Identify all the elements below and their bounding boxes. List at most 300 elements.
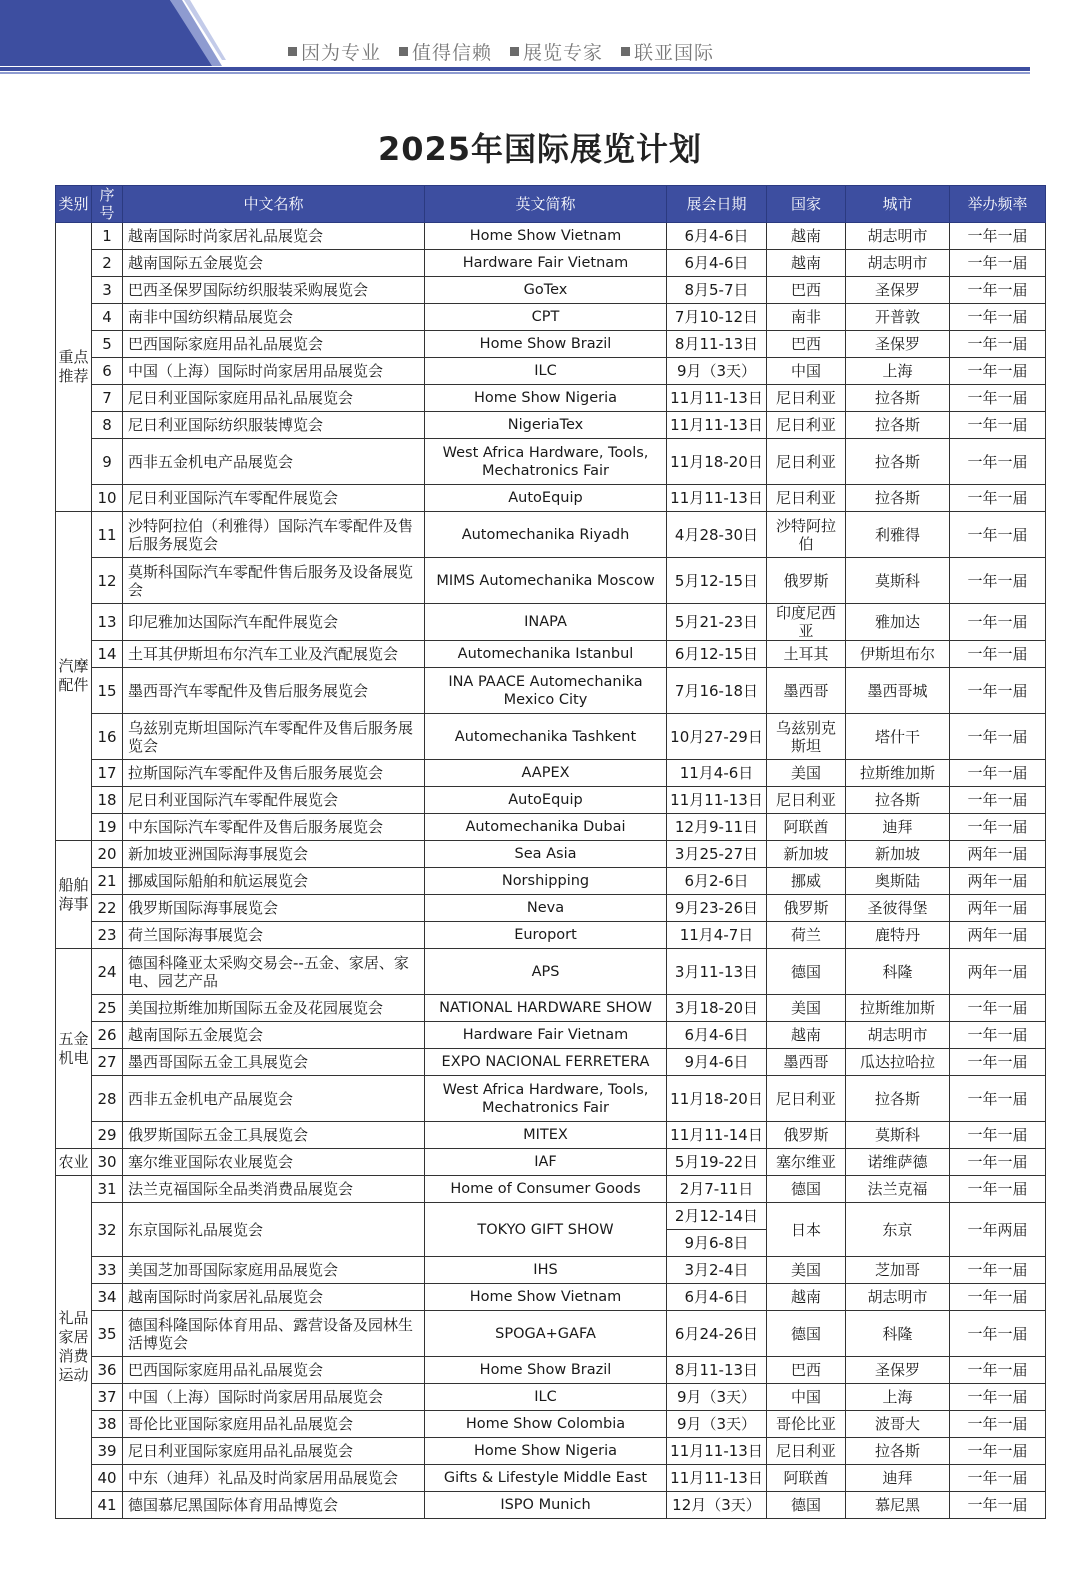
date-cell: 6月4-6日 (667, 250, 767, 277)
table-row (56, 895, 1046, 922)
country-cell: 土耳其 (767, 641, 846, 668)
frequency-cell: 一年一届 (950, 304, 1046, 331)
frequency-cell: 一年一届 (950, 714, 1046, 760)
english-name-cell: APS (425, 949, 667, 995)
slogan-text: 联亚国际 (634, 41, 715, 64)
chinese-name-cell: 越南国际时尚家居礼品展览会 (123, 1284, 425, 1311)
frequency-cell: 一年一届 (950, 1122, 1046, 1149)
city-cell: 拉各斯 (846, 385, 950, 412)
column-header: 举办频率 (950, 186, 1046, 223)
city-cell: 拉各斯 (846, 412, 950, 439)
date-cell: 6月4-6日 (667, 1284, 767, 1311)
row-number: 39 (92, 1438, 123, 1465)
country-cell: 巴西 (767, 1357, 846, 1384)
table-row (56, 358, 1046, 385)
chinese-name-cell: 拉斯国际汽车零配件及售后服务展览会 (123, 760, 425, 787)
frequency-cell: 一年一届 (950, 1438, 1046, 1465)
english-name-cell: ILC (425, 1384, 667, 1411)
country-cell: 越南 (767, 223, 846, 250)
frequency-cell: 一年一届 (950, 1076, 1046, 1122)
page-header (0, 0, 1080, 80)
date-cell: 5月21-23日 (667, 604, 767, 641)
chinese-name-cell: 荷兰国际海事展览会 (123, 922, 425, 949)
english-name-cell: NATIONAL HARDWARE SHOW (425, 995, 667, 1022)
date-cell: 6月2-6日 (667, 868, 767, 895)
row-number: 18 (92, 787, 123, 814)
chinese-name-cell: 莫斯科国际汽车零配件售后服务及设备展览会 (123, 558, 425, 604)
frequency-cell: 一年一届 (950, 439, 1046, 485)
frequency-cell: 两年一届 (950, 895, 1046, 922)
date-cell: 6月12-15日 (667, 641, 767, 668)
city-cell: 圣彼得堡 (846, 895, 950, 922)
row-number: 38 (92, 1411, 123, 1438)
table-row (56, 1384, 1046, 1411)
row-number: 31 (92, 1176, 123, 1203)
chinese-name-cell: 土耳其伊斯坦布尔汽车工业及汽配展览会 (123, 641, 425, 668)
chinese-name-cell: 墨西哥汽车零配件及售后服务展览会 (123, 668, 425, 714)
date-cell: 11月11-13日 (667, 385, 767, 412)
row-number: 22 (92, 895, 123, 922)
row-number: 36 (92, 1357, 123, 1384)
chinese-name-cell: 德国慕尼黑国际体育用品博览会 (123, 1492, 425, 1519)
city-cell: 拉各斯 (846, 787, 950, 814)
date-cell: 9月23-26日 (667, 895, 767, 922)
country-cell: 巴西 (767, 277, 846, 304)
country-cell: 美国 (767, 1257, 846, 1284)
row-number: 1 (92, 223, 123, 250)
date-cell: 3月18-20日 (667, 995, 767, 1022)
city-cell: 慕尼黑 (846, 1492, 950, 1519)
english-name-cell: Home Show Colombia (425, 1411, 667, 1438)
chinese-name-cell: 尼日利亚国际汽车零配件展览会 (123, 485, 425, 512)
frequency-cell: 一年一届 (950, 358, 1046, 385)
table-row (56, 1257, 1046, 1284)
english-name-cell: ILC (425, 358, 667, 385)
country-cell: 日本 (767, 1203, 846, 1257)
date-cell: 11月4-7日 (667, 922, 767, 949)
english-name-cell: SPOGA+GAFA (425, 1311, 667, 1357)
english-name-cell: EXPO NACIONAL FERRETERA (425, 1049, 667, 1076)
date-cell: 11月18-20日 (667, 1076, 767, 1122)
category-cell: 农业 (56, 1149, 92, 1176)
table-row (56, 1049, 1046, 1076)
city-cell: 法兰克福 (846, 1176, 950, 1203)
row-number: 9 (92, 439, 123, 485)
english-name-cell: AAPEX (425, 760, 667, 787)
english-name-cell: AutoEquip (425, 787, 667, 814)
row-number: 10 (92, 485, 123, 512)
table-row (56, 1438, 1046, 1465)
date-cell: 5月12-15日 (667, 558, 767, 604)
frequency-cell: 两年一届 (950, 922, 1046, 949)
date-cell: 9月6-8日 (667, 1230, 767, 1257)
city-cell: 圣保罗 (846, 331, 950, 358)
english-name-cell: IHS (425, 1257, 667, 1284)
row-number: 15 (92, 668, 123, 714)
english-name-cell: IAF (425, 1149, 667, 1176)
frequency-cell: 一年一届 (950, 277, 1046, 304)
city-cell: 迪拜 (846, 814, 950, 841)
country-cell: 越南 (767, 1284, 846, 1311)
table-row (56, 1357, 1046, 1384)
date-cell: 6月24-26日 (667, 1311, 767, 1357)
column-header: 国家 (767, 186, 846, 223)
table-row (56, 868, 1046, 895)
english-name-cell: Gifts & Lifestyle Middle East (425, 1465, 667, 1492)
row-number: 16 (92, 714, 123, 760)
city-cell: 雅加达 (846, 604, 950, 641)
chinese-name-cell: 新加坡亚洲国际海事展览会 (123, 841, 425, 868)
table-row (56, 1311, 1046, 1357)
city-cell: 胡志明市 (846, 1022, 950, 1049)
row-number: 29 (92, 1122, 123, 1149)
chinese-name-cell: 印尼雅加达国际汽车配件展览会 (123, 604, 425, 641)
table-row (56, 1284, 1046, 1311)
date-cell: 2月12-14日 (667, 1203, 767, 1230)
date-cell: 9月4-6日 (667, 1049, 767, 1076)
chinese-name-cell: 巴西国际家庭用品礼品展览会 (123, 331, 425, 358)
row-number: 23 (92, 922, 123, 949)
frequency-cell: 一年一届 (950, 1465, 1046, 1492)
column-header: 中文名称 (123, 186, 425, 223)
frequency-cell: 两年一届 (950, 868, 1046, 895)
row-number: 3 (92, 277, 123, 304)
date-cell: 9月（3天） (667, 358, 767, 385)
date-cell: 3月11-13日 (667, 949, 767, 995)
square-bullet-icon (510, 47, 519, 56)
chinese-name-cell: 哥伦比亚国际家庭用品礼品展览会 (123, 1411, 425, 1438)
frequency-cell: 一年一届 (950, 558, 1046, 604)
date-cell: 3月25-27日 (667, 841, 767, 868)
row-number: 8 (92, 412, 123, 439)
city-cell: 芝加哥 (846, 1257, 950, 1284)
city-cell: 瓜达拉哈拉 (846, 1049, 950, 1076)
english-name-cell: Norshipping (425, 868, 667, 895)
table-row (56, 439, 1046, 485)
table-row (56, 995, 1046, 1022)
country-cell: 德国 (767, 1311, 846, 1357)
table-row (56, 1411, 1046, 1438)
frequency-cell: 一年一届 (950, 668, 1046, 714)
chinese-name-cell: 美国拉斯维加斯国际五金及花园展览会 (123, 995, 425, 1022)
city-cell: 拉斯维加斯 (846, 995, 950, 1022)
country-cell: 尼日利亚 (767, 412, 846, 439)
date-cell: 6月4-6日 (667, 1022, 767, 1049)
column-header: 英文简称 (425, 186, 667, 223)
english-name-cell: GoTex (425, 277, 667, 304)
date-cell: 11月11-13日 (667, 787, 767, 814)
date-cell: 9月（3天） (667, 1384, 767, 1411)
table-row (56, 714, 1046, 760)
category-cell: 汽摩配件 (56, 512, 92, 841)
frequency-cell: 一年一届 (950, 1049, 1046, 1076)
city-cell: 利雅得 (846, 512, 950, 558)
date-cell: 11月11-13日 (667, 1438, 767, 1465)
table-row (56, 1022, 1046, 1049)
slogan-text: 值得信赖 (412, 41, 493, 64)
english-name-cell: Home Show Brazil (425, 331, 667, 358)
chinese-name-cell: 中东（迪拜）礼品及时尚家居用品展览会 (123, 1465, 425, 1492)
city-cell: 莫斯科 (846, 558, 950, 604)
date-cell: 5月19-22日 (667, 1149, 767, 1176)
date-cell: 9月（3天） (667, 1411, 767, 1438)
city-cell: 上海 (846, 358, 950, 385)
english-name-cell: INAPA (425, 604, 667, 641)
english-name-cell: AutoEquip (425, 485, 667, 512)
country-cell: 尼日利亚 (767, 385, 846, 412)
english-name-cell: MIMS Automechanika Moscow (425, 558, 667, 604)
chinese-name-cell: 尼日利亚国际纺织服装博览会 (123, 412, 425, 439)
table-row (56, 1076, 1046, 1122)
english-name-cell: Sea Asia (425, 841, 667, 868)
english-name-cell: TOKYO GIFT SHOW (425, 1203, 667, 1257)
row-number: 34 (92, 1284, 123, 1311)
chinese-name-cell: 中国（上海）国际时尚家居用品展览会 (123, 358, 425, 385)
table-row (56, 1149, 1046, 1176)
table-row (56, 668, 1046, 714)
date-cell: 11月18-20日 (667, 439, 767, 485)
date-cell: 11月4-6日 (667, 760, 767, 787)
date-cell: 10月27-29日 (667, 714, 767, 760)
chinese-name-cell: 塞尔维亚国际农业展览会 (123, 1149, 425, 1176)
english-name-cell: Home Show Nigeria (425, 1438, 667, 1465)
country-cell: 俄罗斯 (767, 895, 846, 922)
city-cell: 拉各斯 (846, 1076, 950, 1122)
date-cell: 4月28-30日 (667, 512, 767, 558)
frequency-cell: 一年两届 (950, 1203, 1046, 1257)
english-name-cell: West Africa Hardware, Tools, Mechatronics Fair (425, 1076, 667, 1122)
country-cell: 美国 (767, 995, 846, 1022)
date-cell: 2月7-11日 (667, 1176, 767, 1203)
row-number: 14 (92, 641, 123, 668)
table-row (56, 250, 1046, 277)
city-cell: 胡志明市 (846, 1284, 950, 1311)
chinese-name-cell: 俄罗斯国际五金工具展览会 (123, 1122, 425, 1149)
exhibition-table (55, 185, 1046, 1519)
date-cell: 7月10-12日 (667, 304, 767, 331)
english-name-cell: Home Show Nigeria (425, 385, 667, 412)
frequency-cell: 一年一届 (950, 412, 1046, 439)
city-cell: 波哥大 (846, 1411, 950, 1438)
english-name-cell: CPT (425, 304, 667, 331)
chinese-name-cell: 德国科隆国际体育用品、露营设备及园林生活博览会 (123, 1311, 425, 1357)
table-row (56, 922, 1046, 949)
chinese-name-cell: 德国科隆亚太采购交易会--五金、家居、家电、园艺产品 (123, 949, 425, 995)
chinese-name-cell: 沙特阿拉伯（利雅得）国际汽车零配件及售后服务展览会 (123, 512, 425, 558)
frequency-cell: 一年一届 (950, 1411, 1046, 1438)
table-body (56, 223, 1046, 1519)
country-cell: 尼日利亚 (767, 787, 846, 814)
city-cell: 圣保罗 (846, 1357, 950, 1384)
frequency-cell: 一年一届 (950, 331, 1046, 358)
country-cell: 新加坡 (767, 841, 846, 868)
chinese-name-cell: 美国芝加哥国际家庭用品展览会 (123, 1257, 425, 1284)
row-number: 2 (92, 250, 123, 277)
city-cell: 拉各斯 (846, 485, 950, 512)
country-cell: 俄罗斯 (767, 558, 846, 604)
row-number: 5 (92, 331, 123, 358)
country-cell: 印度尼西亚 (767, 604, 846, 641)
category-cell: 船舶海事 (56, 841, 92, 949)
english-name-cell: ISPO Munich (425, 1492, 667, 1519)
country-cell: 尼日利亚 (767, 1438, 846, 1465)
frequency-cell: 一年一届 (950, 1357, 1046, 1384)
english-name-cell: NigeriaTex (425, 412, 667, 439)
country-cell: 塞尔维亚 (767, 1149, 846, 1176)
city-cell: 东京 (846, 1203, 950, 1257)
row-number: 33 (92, 1257, 123, 1284)
english-name-cell: Automechanika Dubai (425, 814, 667, 841)
column-header: 序号 (92, 186, 123, 223)
table-row (56, 841, 1046, 868)
english-name-cell: West Africa Hardware, Tools, Mechatronics Fair (425, 439, 667, 485)
english-name-cell: MITEX (425, 1122, 667, 1149)
frequency-cell: 一年一届 (950, 223, 1046, 250)
date-cell: 12月（3天） (667, 1492, 767, 1519)
row-number: 6 (92, 358, 123, 385)
chinese-name-cell: 越南国际五金展览会 (123, 1022, 425, 1049)
country-cell: 德国 (767, 1492, 846, 1519)
date-cell: 7月16-18日 (667, 668, 767, 714)
chinese-name-cell: 俄罗斯国际海事展览会 (123, 895, 425, 922)
chinese-name-cell: 西非五金机电产品展览会 (123, 439, 425, 485)
table-row (56, 304, 1046, 331)
table-row (56, 760, 1046, 787)
frequency-cell: 一年一届 (950, 760, 1046, 787)
category-cell: 礼品家居消费运动 (56, 1176, 92, 1519)
city-cell: 胡志明市 (846, 223, 950, 250)
country-cell: 哥伦比亚 (767, 1411, 846, 1438)
table-row (56, 385, 1046, 412)
table-row (56, 485, 1046, 512)
frequency-cell: 一年一届 (950, 787, 1046, 814)
city-cell: 莫斯科 (846, 1122, 950, 1149)
date-cell: 8月5-7日 (667, 277, 767, 304)
row-number: 25 (92, 995, 123, 1022)
exhibition-table-wrapper (55, 185, 1045, 1519)
chinese-name-cell: 法兰克福国际全品类消费品展览会 (123, 1176, 425, 1203)
page-title: 2025年国际展览计划 (377, 130, 703, 168)
frequency-cell: 一年一届 (950, 1284, 1046, 1311)
city-cell: 开普敦 (846, 304, 950, 331)
slogan-item (510, 38, 603, 65)
frequency-cell: 一年一届 (950, 1257, 1046, 1284)
frequency-cell: 两年一届 (950, 949, 1046, 995)
frequency-cell: 一年一届 (950, 385, 1046, 412)
frequency-cell: 一年一届 (950, 250, 1046, 277)
country-cell: 中国 (767, 358, 846, 385)
table-header (56, 186, 1046, 223)
square-bullet-icon (288, 47, 297, 56)
country-cell: 尼日利亚 (767, 439, 846, 485)
date-cell: 3月2-4日 (667, 1257, 767, 1284)
date-cell: 11月11-13日 (667, 485, 767, 512)
frequency-cell: 两年一届 (950, 841, 1046, 868)
category-cell: 五金机电 (56, 949, 92, 1149)
slogan-text: 展览专家 (523, 41, 604, 64)
table-row (56, 1122, 1046, 1149)
frequency-cell: 一年一届 (950, 485, 1046, 512)
row-number: 35 (92, 1311, 123, 1357)
city-cell: 拉各斯 (846, 1438, 950, 1465)
slogan-text: 因为专业 (301, 41, 382, 64)
row-number: 17 (92, 760, 123, 787)
frequency-cell: 一年一届 (950, 1176, 1046, 1203)
city-cell: 奥斯陆 (846, 868, 950, 895)
row-number: 4 (92, 304, 123, 331)
row-number: 26 (92, 1022, 123, 1049)
table-row (56, 1492, 1046, 1519)
row-number: 28 (92, 1076, 123, 1122)
city-cell: 诺维萨德 (846, 1149, 950, 1176)
table-row (56, 641, 1046, 668)
frequency-cell: 一年一届 (950, 604, 1046, 641)
chinese-name-cell: 越南国际五金展览会 (123, 250, 425, 277)
country-cell: 墨西哥 (767, 668, 846, 714)
city-cell: 迪拜 (846, 1465, 950, 1492)
country-cell: 乌兹别克斯坦 (767, 714, 846, 760)
row-number: 12 (92, 558, 123, 604)
row-number: 40 (92, 1465, 123, 1492)
chinese-name-cell: 巴西圣保罗国际纺织服装采购展览会 (123, 277, 425, 304)
chinese-name-cell: 乌兹别克斯坦国际汽车零配件及售后服务展览会 (123, 714, 425, 760)
english-name-cell: Home Show Vietnam (425, 223, 667, 250)
country-cell: 尼日利亚 (767, 485, 846, 512)
city-cell: 新加坡 (846, 841, 950, 868)
frequency-cell: 一年一届 (950, 641, 1046, 668)
country-cell: 中国 (767, 1384, 846, 1411)
country-cell: 越南 (767, 1022, 846, 1049)
country-cell: 荷兰 (767, 922, 846, 949)
table-row (56, 223, 1046, 250)
row-number: 27 (92, 1049, 123, 1076)
date-cell: 8月11-13日 (667, 1357, 767, 1384)
chinese-name-cell: 越南国际时尚家居礼品展览会 (123, 223, 425, 250)
column-header: 展会日期 (667, 186, 767, 223)
slogan-item (621, 38, 714, 65)
country-cell: 阿联酋 (767, 1465, 846, 1492)
chinese-name-cell: 尼日利亚国际汽车零配件展览会 (123, 787, 425, 814)
city-cell: 鹿特丹 (846, 922, 950, 949)
row-number: 21 (92, 868, 123, 895)
english-name-cell: INA PAACE Automechanika Mexico City (425, 668, 667, 714)
table-row (56, 1176, 1046, 1203)
english-name-cell: Home Show Vietnam (425, 1284, 667, 1311)
row-number: 19 (92, 814, 123, 841)
city-cell: 伊斯坦布尔 (846, 641, 950, 668)
chinese-name-cell: 中东国际汽车零配件及售后服务展览会 (123, 814, 425, 841)
column-header: 城市 (846, 186, 950, 223)
country-cell: 德国 (767, 1176, 846, 1203)
english-name-cell: Home of Consumer Goods (425, 1176, 667, 1203)
city-cell: 塔什干 (846, 714, 950, 760)
english-name-cell: Automechanika Tashkent (425, 714, 667, 760)
table-row (56, 1203, 1046, 1230)
country-cell: 尼日利亚 (767, 1076, 846, 1122)
table-row (56, 512, 1046, 558)
table-row (56, 787, 1046, 814)
frequency-cell: 一年一届 (950, 1311, 1046, 1357)
english-name-cell: Home Show Brazil (425, 1357, 667, 1384)
table-row (56, 558, 1046, 604)
row-number: 24 (92, 949, 123, 995)
frequency-cell: 一年一届 (950, 512, 1046, 558)
country-cell: 阿联酋 (767, 814, 846, 841)
city-cell: 科隆 (846, 1311, 950, 1357)
date-cell: 11月11-13日 (667, 1465, 767, 1492)
table-row (56, 277, 1046, 304)
chinese-name-cell: 中国（上海）国际时尚家居用品展览会 (123, 1384, 425, 1411)
